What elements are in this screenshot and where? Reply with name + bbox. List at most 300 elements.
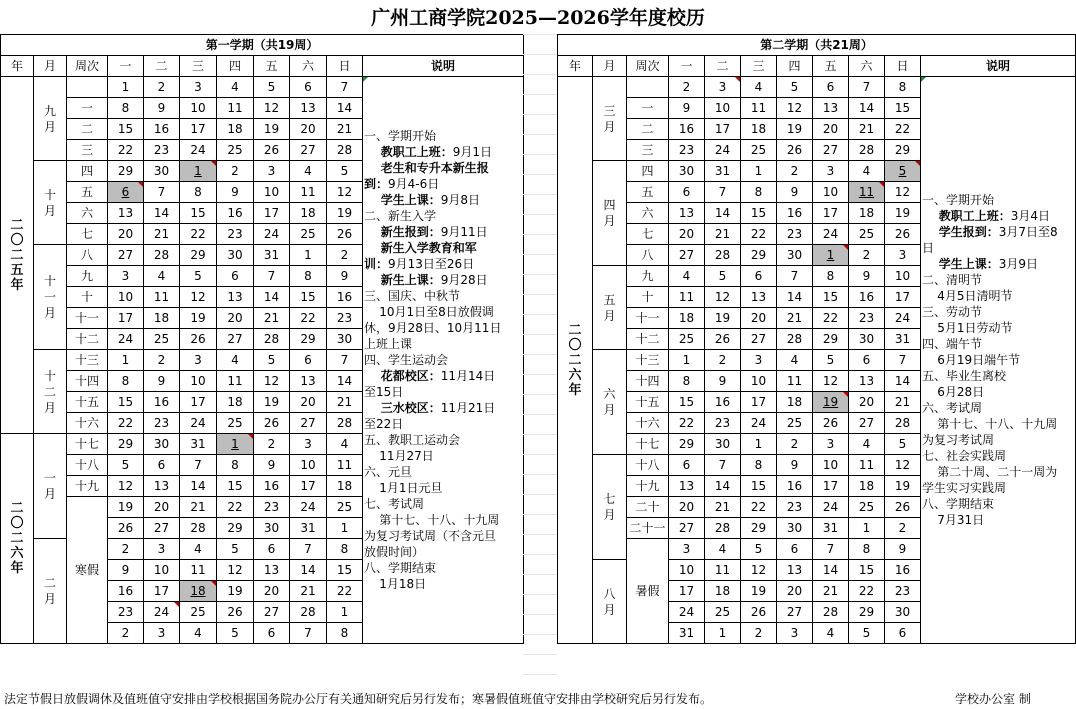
month-label: 十 二 月	[34, 350, 67, 434]
date-cell: 23	[217, 224, 254, 245]
date-cell: 2	[327, 245, 363, 266]
month-label: 七 月	[593, 455, 627, 560]
week-number: 十八	[67, 455, 108, 476]
note-line	[364, 560, 523, 576]
week-number: 十五	[627, 392, 669, 413]
date-cell: 26	[705, 329, 741, 350]
date-cell: 26	[885, 497, 921, 518]
note-text: 三、国庆、中秋节	[364, 289, 461, 303]
date-cell: 4	[144, 266, 180, 287]
week-number: 寒假	[67, 497, 108, 644]
date-cell: 28	[813, 602, 849, 623]
date-cell: 21	[254, 308, 290, 329]
date-cell: 22	[813, 308, 849, 329]
date-cell: 5	[885, 161, 921, 182]
date-cell: 8	[108, 98, 144, 119]
date-cell: 10	[144, 560, 180, 581]
date-cell: 19	[254, 119, 290, 140]
date-cell: 24	[813, 224, 849, 245]
date-cell: 20	[849, 392, 885, 413]
date-cell: 25	[327, 497, 363, 518]
date-cell: 3	[813, 434, 849, 455]
date-cell: 23	[777, 497, 813, 518]
date-cell: 22	[327, 581, 363, 602]
date-cell: 12	[108, 476, 144, 497]
date-cell: 13	[741, 287, 777, 308]
date-cell: 16	[669, 119, 705, 140]
date-cell: 24	[180, 413, 217, 434]
date-cell: 26	[254, 140, 290, 161]
weekday-header: 六	[849, 56, 885, 77]
year-label: 二 〇 二 五 年	[1, 77, 34, 434]
note-line	[922, 304, 1075, 320]
date-cell: 16	[327, 287, 363, 308]
date-cell: 5	[849, 623, 885, 644]
date-cell: 16	[705, 392, 741, 413]
date-cell: 16	[108, 581, 144, 602]
sheet-gap	[523, 34, 557, 690]
week-number: 七	[627, 224, 669, 245]
note-line	[922, 256, 1075, 272]
date-cell: 1	[108, 350, 144, 371]
date-cell: 30	[669, 161, 705, 182]
date-cell: 12	[777, 98, 813, 119]
week-number: 四	[627, 161, 669, 182]
date-cell: 11	[849, 182, 885, 203]
date-cell: 28	[290, 602, 327, 623]
date-cell: 25	[290, 224, 327, 245]
date-cell: 6	[290, 350, 327, 371]
date-cell: 12	[885, 182, 921, 203]
date-cell: 8	[849, 539, 885, 560]
week-number: 十七	[627, 434, 669, 455]
note-text: 休，9月28日、10月11日	[364, 321, 502, 335]
date-cell: 26	[180, 329, 217, 350]
date-cell: 29	[108, 161, 144, 182]
week-number: 十二	[627, 329, 669, 350]
date-cell: 13	[217, 287, 254, 308]
date-cell: 7	[849, 77, 885, 98]
date-cell: 13	[813, 98, 849, 119]
semester-1-table	[0, 34, 524, 644]
date-cell: 22	[849, 581, 885, 602]
note-text: 至22日	[364, 417, 404, 431]
date-cell: 15	[813, 287, 849, 308]
note-line	[364, 544, 523, 560]
date-cell: 18	[180, 581, 217, 602]
date-cell: 2	[669, 77, 705, 98]
date-cell: 1	[669, 350, 705, 371]
date-cell: 24	[705, 140, 741, 161]
date-cell: 21	[144, 224, 180, 245]
date-cell: 23	[327, 308, 363, 329]
date-cell: 24	[108, 329, 144, 350]
date-cell: 5	[217, 539, 254, 560]
date-cell: 4	[705, 539, 741, 560]
date-cell: 6	[144, 455, 180, 476]
date-cell: 4	[217, 77, 254, 98]
date-cell: 6	[777, 539, 813, 560]
date-cell: 23	[108, 602, 144, 623]
date-cell: 20	[669, 224, 705, 245]
week-number: 九	[67, 266, 108, 287]
date-cell: 1	[180, 161, 217, 182]
date-cell: 30	[144, 434, 180, 455]
date-cell: 21	[705, 497, 741, 518]
date-cell: 16	[144, 119, 180, 140]
note-text: 上班上课	[364, 337, 413, 351]
date-cell: 9	[669, 98, 705, 119]
note-text: 到：	[364, 177, 389, 191]
date-cell: 25	[849, 224, 885, 245]
date-cell: 14	[180, 476, 217, 497]
date-cell: 11	[144, 287, 180, 308]
date-cell: 4	[849, 161, 885, 182]
date-cell: 22	[741, 224, 777, 245]
date-cell: 21	[813, 581, 849, 602]
date-cell: 19	[705, 308, 741, 329]
weekday-header: 一	[669, 56, 705, 77]
date-cell: 21	[327, 392, 363, 413]
note-value: 9月1日	[452, 145, 493, 159]
note-line	[922, 464, 1075, 480]
date-cell: 1	[741, 161, 777, 182]
note-line	[922, 400, 1075, 416]
note-line	[364, 512, 523, 528]
date-cell: 27	[669, 245, 705, 266]
date-cell: 12	[705, 287, 741, 308]
weekday-header: 五	[254, 56, 290, 77]
note-line	[364, 528, 523, 544]
date-cell: 15	[885, 98, 921, 119]
note-line	[364, 304, 523, 320]
date-cell: 19	[813, 392, 849, 413]
date-cell: 20	[741, 308, 777, 329]
week-number: 十八	[627, 455, 669, 476]
date-cell: 7	[290, 623, 327, 644]
date-cell: 15	[741, 476, 777, 497]
date-cell: 26	[254, 413, 290, 434]
note-text: 三水校区：	[364, 401, 441, 415]
date-cell: 24	[254, 224, 290, 245]
note-value: 11月14日	[440, 369, 496, 383]
date-cell: 1	[327, 518, 363, 539]
date-cell: 23	[254, 497, 290, 518]
date-cell: 28	[705, 245, 741, 266]
date-cell: 12	[180, 287, 217, 308]
date-cell: 5	[885, 434, 921, 455]
date-cell: 10	[254, 182, 290, 203]
date-cell: 4	[813, 623, 849, 644]
date-cell: 30	[777, 245, 813, 266]
issuing-office: 学校办公室 制	[955, 692, 1031, 706]
date-cell: 3	[108, 266, 144, 287]
note-text: 四、端午节	[922, 337, 983, 351]
date-cell: 18	[217, 119, 254, 140]
date-cell: 24	[885, 308, 921, 329]
date-cell: 25	[669, 329, 705, 350]
month-header: 月	[593, 56, 627, 77]
date-cell: 2	[741, 623, 777, 644]
note-value: 9月28日	[440, 273, 488, 287]
note-text: 七、社会实践周	[922, 449, 1007, 463]
date-cell: 24	[741, 413, 777, 434]
note-value: 9月13日至26日	[388, 257, 475, 271]
date-cell: 5	[741, 539, 777, 560]
year-header: 年	[558, 56, 593, 77]
date-cell: 26	[217, 602, 254, 623]
date-cell: 5	[813, 350, 849, 371]
date-cell: 1	[813, 245, 849, 266]
date-cell: 23	[144, 140, 180, 161]
week-number: 九	[627, 266, 669, 287]
date-cell: 29	[290, 329, 327, 350]
note-value: 9月4-6日	[388, 177, 440, 191]
date-cell: 14	[327, 371, 363, 392]
note-line	[364, 272, 523, 288]
date-cell: 24	[290, 497, 327, 518]
note-text: 第二十周、二十一周为	[922, 465, 1058, 479]
date-cell: 30	[144, 161, 180, 182]
note-text: 一、学期开始	[364, 129, 437, 143]
date-cell: 7	[813, 539, 849, 560]
date-cell: 6	[669, 182, 705, 203]
date-cell: 17	[254, 203, 290, 224]
note-line	[922, 320, 1075, 336]
date-cell: 28	[327, 140, 363, 161]
note-line	[364, 400, 523, 416]
note-text: 至15日	[364, 385, 404, 399]
date-cell: 1	[705, 623, 741, 644]
date-cell: 15	[849, 560, 885, 581]
date-cell: 9	[885, 539, 921, 560]
note-line	[364, 416, 523, 432]
note-text: 4月5日清明节	[922, 289, 1013, 303]
date-cell: 15	[669, 392, 705, 413]
date-cell: 14	[327, 98, 363, 119]
date-cell: 16	[777, 476, 813, 497]
note-text: 四、学生运动会	[364, 353, 449, 367]
date-cell: 14	[144, 203, 180, 224]
week-number: 十一	[627, 308, 669, 329]
date-cell: 28	[885, 413, 921, 434]
note-text: 10月1日至8日放假调	[364, 305, 494, 319]
week-number: 二	[627, 119, 669, 140]
week-number: 十四	[67, 371, 108, 392]
date-cell: 29	[741, 245, 777, 266]
note-line	[922, 288, 1075, 304]
date-cell: 1	[849, 518, 885, 539]
date-cell: 29	[813, 329, 849, 350]
note-line	[922, 416, 1075, 432]
date-cell: 2	[777, 434, 813, 455]
week-number: 五	[67, 182, 108, 203]
note-line	[922, 368, 1075, 384]
date-cell: 16	[144, 392, 180, 413]
date-cell: 30	[849, 329, 885, 350]
date-cell: 20	[144, 497, 180, 518]
date-cell: 23	[849, 308, 885, 329]
date-cell: 7	[777, 266, 813, 287]
date-cell: 28	[180, 518, 217, 539]
note-text: 学生实习实践周	[922, 481, 1007, 495]
date-cell: 9	[254, 455, 290, 476]
date-cell: 6	[741, 266, 777, 287]
month-label: 二 月	[34, 539, 67, 644]
date-cell: 19	[180, 308, 217, 329]
week-number: 十	[627, 287, 669, 308]
date-cell: 24	[669, 602, 705, 623]
date-cell: 25	[144, 329, 180, 350]
weekday-header: 日	[885, 56, 921, 77]
date-cell: 10	[885, 266, 921, 287]
date-cell: 12	[217, 560, 254, 581]
note-text: 二、新生入学	[364, 209, 437, 223]
date-cell: 6	[885, 623, 921, 644]
date-cell: 1	[217, 434, 254, 455]
date-cell: 7	[327, 350, 363, 371]
date-cell: 27	[217, 329, 254, 350]
date-cell: 16	[777, 203, 813, 224]
note-line	[364, 240, 523, 256]
date-cell: 5	[254, 77, 290, 98]
date-cell: 6	[254, 623, 290, 644]
date-cell: 5	[180, 266, 217, 287]
date-cell: 10	[669, 560, 705, 581]
date-cell: 29	[885, 140, 921, 161]
date-cell: 14	[290, 560, 327, 581]
date-cell: 2	[849, 245, 885, 266]
note-line	[364, 384, 523, 400]
date-cell: 14	[705, 203, 741, 224]
date-cell: 17	[705, 119, 741, 140]
date-cell: 25	[849, 497, 885, 518]
date-cell: 28	[254, 329, 290, 350]
date-cell: 27	[144, 518, 180, 539]
note-line	[364, 368, 523, 384]
date-cell: 19	[885, 476, 921, 497]
date-cell: 3	[777, 623, 813, 644]
week-number: 十	[67, 287, 108, 308]
date-cell: 8	[108, 371, 144, 392]
date-cell: 6	[217, 266, 254, 287]
note-text: 八、学期结束	[922, 497, 995, 511]
date-cell: 27	[813, 140, 849, 161]
date-cell: 11	[777, 371, 813, 392]
date-cell: 17	[885, 287, 921, 308]
date-cell: 28	[849, 140, 885, 161]
date-cell: 1	[108, 77, 144, 98]
date-cell: 1	[290, 245, 327, 266]
date-cell: 7	[885, 350, 921, 371]
date-cell: 20	[669, 497, 705, 518]
date-cell: 3	[705, 77, 741, 98]
date-cell: 22	[217, 497, 254, 518]
date-cell: 17	[813, 476, 849, 497]
date-cell: 14	[885, 371, 921, 392]
weekday-header: 六	[290, 56, 327, 77]
week-number: 八	[627, 245, 669, 266]
month-label: 八 月	[593, 560, 627, 644]
date-cell: 21	[885, 392, 921, 413]
week-number: 十七	[67, 434, 108, 455]
week-number: 十九	[627, 476, 669, 497]
date-cell: 11	[290, 182, 327, 203]
week-number: 七	[67, 224, 108, 245]
note-line	[364, 496, 523, 512]
footer-note: 法定节假日放假调休及值班值守安排由学校根据国务院办公厅有关通知研究后另行发布；寒暑假值班值守安排由学校研究后另行发布。	[4, 692, 713, 706]
date-cell: 27	[290, 413, 327, 434]
date-cell: 5	[327, 161, 363, 182]
note-text: 1月1日元旦	[364, 481, 443, 495]
date-cell: 18	[777, 392, 813, 413]
note-value: 3月7日至8	[998, 225, 1058, 239]
week-number: 二十	[627, 497, 669, 518]
date-cell: 18	[669, 308, 705, 329]
week-number	[67, 77, 108, 98]
date-cell: 30	[217, 245, 254, 266]
note-line	[364, 288, 523, 304]
date-cell: 16	[885, 560, 921, 581]
date-cell: 25	[705, 602, 741, 623]
date-cell: 5	[705, 266, 741, 287]
date-cell: 27	[741, 329, 777, 350]
week-header: 周次	[627, 56, 669, 77]
date-cell: 3	[144, 623, 180, 644]
date-cell: 13	[849, 371, 885, 392]
month-label: 九 月	[34, 77, 67, 161]
note-text: 老生和专升本新生报	[364, 161, 489, 175]
date-cell: 18	[705, 581, 741, 602]
week-number: 十二	[67, 329, 108, 350]
date-cell: 14	[813, 560, 849, 581]
date-cell: 10	[290, 455, 327, 476]
date-cell: 11	[180, 560, 217, 581]
week-number: 十三	[67, 350, 108, 371]
date-cell: 25	[777, 413, 813, 434]
date-cell: 17	[144, 581, 180, 602]
note-line	[364, 352, 523, 368]
month-label: 一 月	[34, 434, 67, 539]
date-cell: 14	[777, 287, 813, 308]
note-text: 训：	[364, 257, 389, 271]
date-cell: 31	[885, 329, 921, 350]
date-cell: 1	[327, 602, 363, 623]
date-cell: 13	[290, 98, 327, 119]
date-cell: 8	[290, 266, 327, 287]
date-cell: 12	[885, 455, 921, 476]
week-number: 五	[627, 182, 669, 203]
date-cell: 22	[180, 224, 217, 245]
date-cell: 17	[108, 308, 144, 329]
date-cell: 4	[327, 434, 363, 455]
date-cell: 20	[813, 119, 849, 140]
date-cell: 18	[290, 203, 327, 224]
date-cell: 15	[327, 560, 363, 581]
note-text: 新生报到：	[364, 225, 441, 239]
year-header: 年	[1, 56, 34, 77]
date-cell: 12	[327, 182, 363, 203]
note-line	[922, 336, 1075, 352]
week-number: 二十一	[627, 518, 669, 539]
date-cell: 30	[705, 434, 741, 455]
week-number: 暑假	[627, 539, 669, 644]
date-cell: 2	[108, 539, 144, 560]
date-cell: 25	[217, 413, 254, 434]
month-label: 十 一 月	[34, 245, 67, 350]
note-line	[922, 272, 1075, 288]
date-cell: 8	[669, 371, 705, 392]
